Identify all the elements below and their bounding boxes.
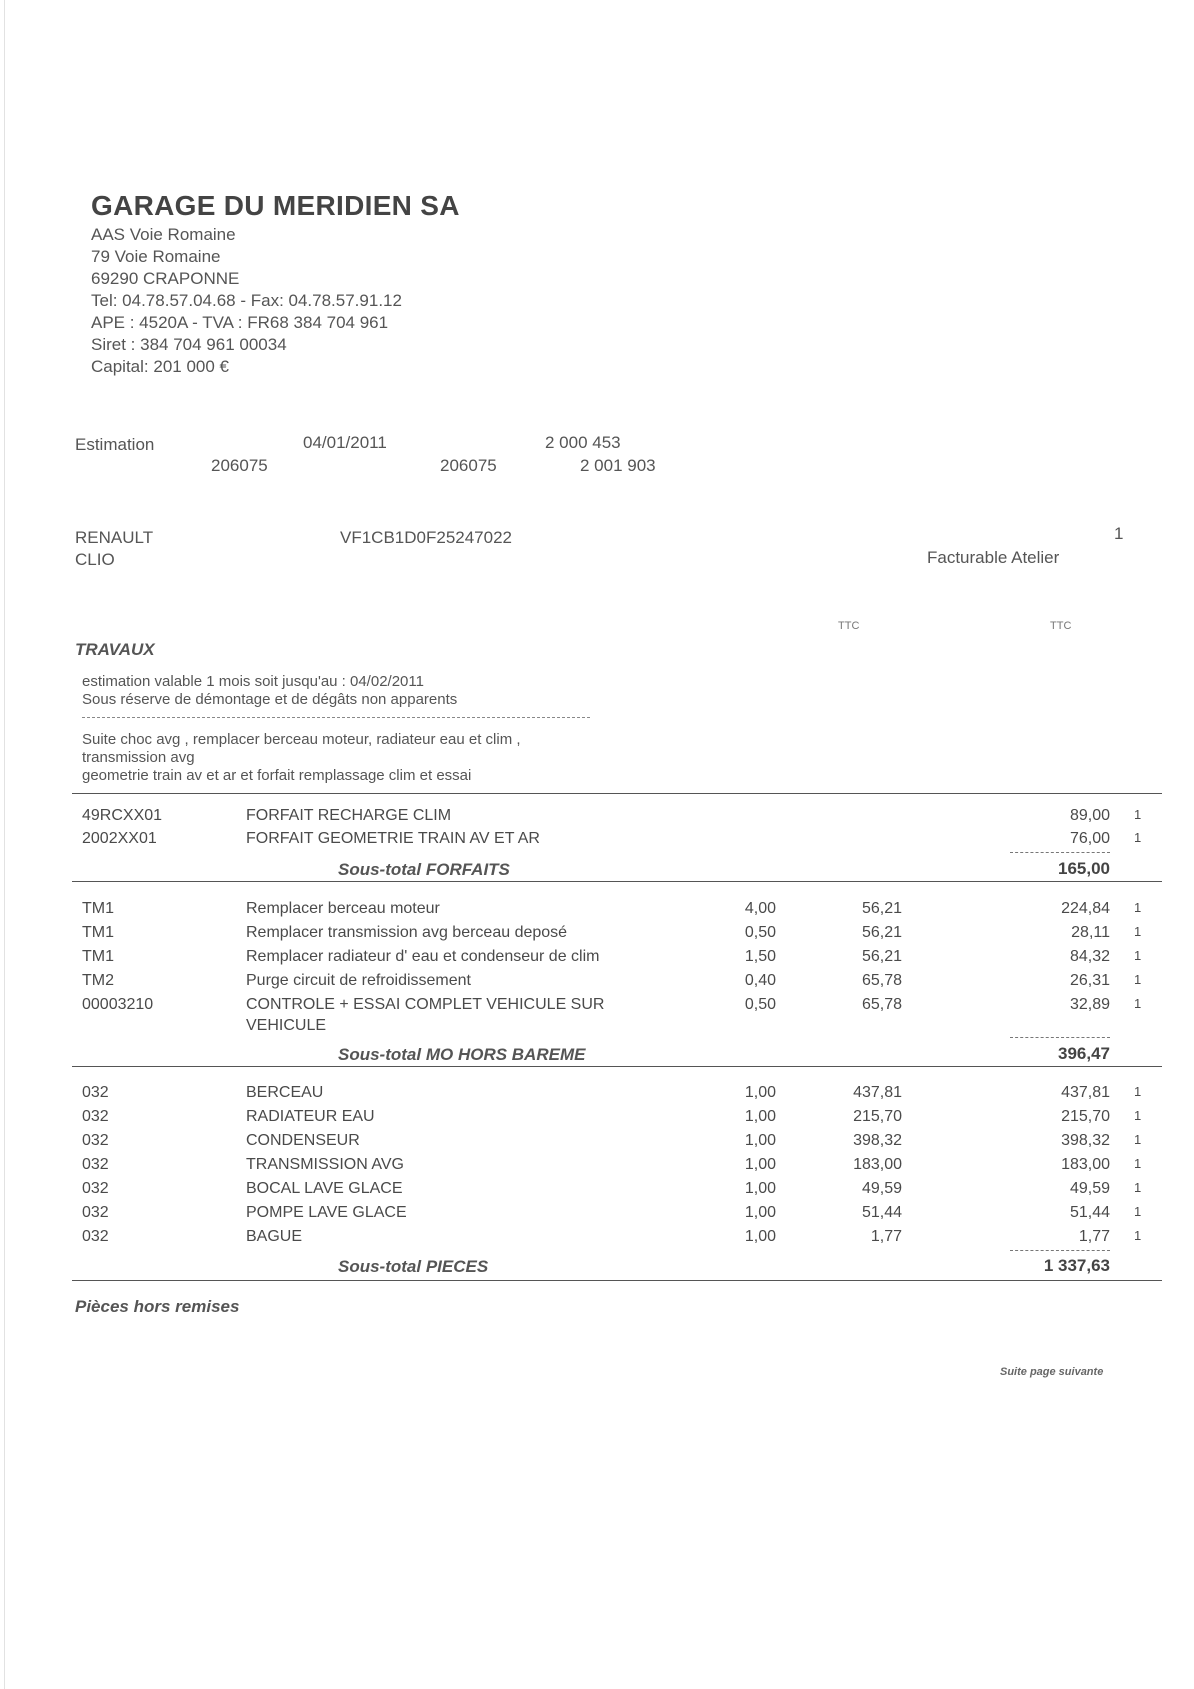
item-tva-code: 1 [1134,996,1142,1011]
table-rule [72,881,1162,882]
subtotal-mo-value: 396,47 [1058,1044,1110,1063]
page-number: 1 [1114,524,1124,543]
vehicle-model: CLIO [75,550,115,569]
item-code: 2002XX01 [82,830,157,847]
subtotal-mo-label: Sous-total MO HORS BAREME [338,1045,586,1064]
reserve-note: Sous réserve de démontage et de dégâts non apparents [82,691,458,708]
subtotal-pieces-value: 1 337,63 [1043,1256,1110,1275]
item-amount: 224,84 [1061,900,1110,917]
item-unit-price: 215,70 [853,1108,902,1125]
document-number: 2 000 453 [545,433,621,452]
item-description: POMPE LAVE GLACE [246,1204,407,1221]
address-line: 79 Voie Romaine [91,247,221,266]
reference-2: 206075 [440,456,497,475]
table-row [0,1084,1194,1106]
item-code: 032 [82,1132,109,1149]
item-quantity: 1,00 [744,1132,776,1149]
note-separator [82,717,590,718]
item-tva-code: 1 [1134,972,1142,987]
item-code: 032 [82,1156,109,1173]
item-description: BAGUE [246,1228,303,1245]
item-code: 49RCXX01 [82,807,163,824]
item-description: BOCAL LAVE GLACE [246,1180,403,1197]
item-description: CONTROLE + ESSAI COMPLET VEHICULE SUR [246,996,605,1013]
item-description: Remplacer transmission avg berceau deposé [246,924,568,941]
pieces-note: Pièces hors remises [75,1297,240,1316]
item-description: RADIATEUR EAU [246,1108,375,1125]
description-line: transmission avg [82,749,195,766]
ttc-header-unit: TTC [838,620,860,632]
item-unit-price: 1,77 [870,1228,902,1245]
item-code: TM1 [82,948,114,965]
table-row [0,972,1194,994]
table-row [0,1132,1194,1154]
item-code: 032 [82,1228,109,1245]
table-row [0,900,1194,922]
item-quantity: 1,00 [744,1108,776,1125]
phone-fax-line: Tel: 04.78.57.04.68 - Fax: 04.78.57.91.12 [91,291,402,310]
item-quantity: 1,00 [744,1084,776,1101]
item-tva-code: 1 [1134,830,1142,845]
address-line: AAS Voie Romaine [91,225,236,244]
item-tva-code: 1 [1134,1180,1142,1195]
item-quantity: 4,00 [744,900,776,917]
item-unit-price: 56,21 [861,900,902,917]
item-tva-code: 1 [1134,900,1142,915]
item-quantity: 1,00 [744,1228,776,1245]
subtotal-pieces-label: Sous-total PIECES [338,1257,489,1276]
item-unit-price: 49,59 [861,1180,902,1197]
reference-1: 206075 [211,456,268,475]
item-description: Purge circuit de refroidissement [246,972,471,989]
item-amount: 398,32 [1061,1132,1110,1149]
item-amount: 183,00 [1061,1156,1110,1173]
item-unit-price: 398,32 [853,1132,902,1149]
document-date: 04/01/2011 [303,433,387,452]
table-row [0,1156,1194,1178]
item-quantity: 0,50 [744,924,776,941]
billing-type: Facturable Atelier [927,548,1060,567]
company-name: GARAGE DU MERIDIEN SA [91,190,460,221]
subtotal-forfaits-value: 165,00 [1058,859,1110,878]
item-tva-code: 1 [1134,1228,1142,1243]
item-amount: 49,59 [1069,1180,1110,1197]
item-description: Remplacer berceau moteur [246,900,440,917]
travaux-title: TRAVAUX [75,640,155,659]
table-rule [72,793,1162,794]
item-amount: 437,81 [1061,1084,1110,1101]
item-unit-price: 437,81 [853,1084,902,1101]
subtotal-forfaits-label: Sous-total FORFAITS [338,860,510,879]
item-code: 032 [82,1180,109,1197]
document-type: Estimation [75,435,155,454]
item-unit-price: 51,44 [861,1204,902,1221]
table-row [0,1108,1194,1130]
item-code: 032 [82,1084,109,1101]
ttc-header-amount: TTC [1050,620,1072,632]
table-row [0,996,1194,1018]
item-tva-code: 1 [1134,1084,1142,1099]
item-amount: 76,00 [1069,830,1110,847]
table-row [0,948,1194,970]
table-row [0,807,1194,829]
document-number-2: 2 001 903 [580,456,656,475]
description-line: geometrie train av et ar et forfait remplassage clim et essai [82,767,472,784]
item-unit-price: 56,21 [861,924,902,941]
ape-tva-line: APE : 4520A - TVA : FR68 384 704 961 [91,313,389,332]
subtotal-separator [1010,1250,1110,1251]
item-unit-price: 56,21 [861,948,902,965]
item-code: 032 [82,1204,109,1221]
item-tva-code: 1 [1134,1108,1142,1123]
item-amount: 51,44 [1069,1204,1110,1221]
table-row [0,1228,1194,1250]
description-line: Suite choc avg , remplacer berceau moteur, radiateur eau et clim , [82,731,521,748]
item-quantity: 0,40 [744,972,776,989]
item-quantity: 0,50 [744,996,776,1013]
item-quantity: 1,50 [744,948,776,965]
item-amount: 215,70 [1061,1108,1110,1125]
subtotal-separator [1010,852,1110,853]
item-tva-code: 1 [1134,924,1142,939]
siret-line: Siret : 384 704 961 00034 [91,335,287,354]
item-tva-code: 1 [1134,807,1142,822]
item-description: CONDENSEUR [246,1132,360,1149]
vehicle-vin: VF1CB1D0F25247022 [340,528,513,547]
item-amount: 89,00 [1069,807,1110,824]
item-description-continued: VEHICULE [246,1017,327,1034]
item-code: 032 [82,1108,109,1125]
item-tva-code: 1 [1134,1204,1142,1219]
item-tva-code: 1 [1134,1156,1142,1171]
validity-note: estimation valable 1 mois soit jusqu'au : 04/02/2011 [82,673,424,690]
item-quantity: 1,00 [744,1180,776,1197]
vehicle-make: RENAULT [75,528,154,547]
table-rule [72,1280,1162,1281]
table-row [0,830,1194,852]
item-description: Remplacer radiateur d' eau et condenseur de clim [246,948,600,965]
table-row [0,1204,1194,1226]
item-unit-price: 65,78 [861,996,902,1013]
subtotal-separator [1010,1037,1110,1038]
item-amount: 1,77 [1078,1228,1110,1245]
item-description: TRANSMISSION AVG [246,1156,404,1173]
capital-line: Capital: 201 000 € [91,357,229,376]
item-unit-price: 65,78 [861,972,902,989]
table-row [0,924,1194,946]
item-code: TM2 [82,972,114,989]
table-row [0,1180,1194,1202]
item-description: FORFAIT GEOMETRIE TRAIN AV ET AR [246,830,540,847]
item-unit-price: 183,00 [853,1156,902,1173]
item-code: 00003210 [82,996,154,1013]
item-amount: 26,31 [1069,972,1110,989]
table-rule [72,1066,1162,1067]
item-quantity: 1,00 [744,1204,776,1221]
item-amount: 84,32 [1069,948,1110,965]
item-tva-code: 1 [1134,1132,1142,1147]
table-row-continuation [0,1017,1194,1039]
item-description: FORFAIT RECHARGE CLIM [246,807,452,824]
item-amount: 32,89 [1069,996,1110,1013]
item-quantity: 1,00 [744,1156,776,1173]
address-line: 69290 CRAPONNE [91,269,240,288]
item-code: TM1 [82,900,114,917]
item-amount: 28,11 [1071,924,1110,941]
item-tva-code: 1 [1134,948,1142,963]
continued-note: Suite page suivante [1000,1366,1104,1378]
item-description: BERCEAU [246,1084,324,1101]
item-code: TM1 [82,924,114,941]
